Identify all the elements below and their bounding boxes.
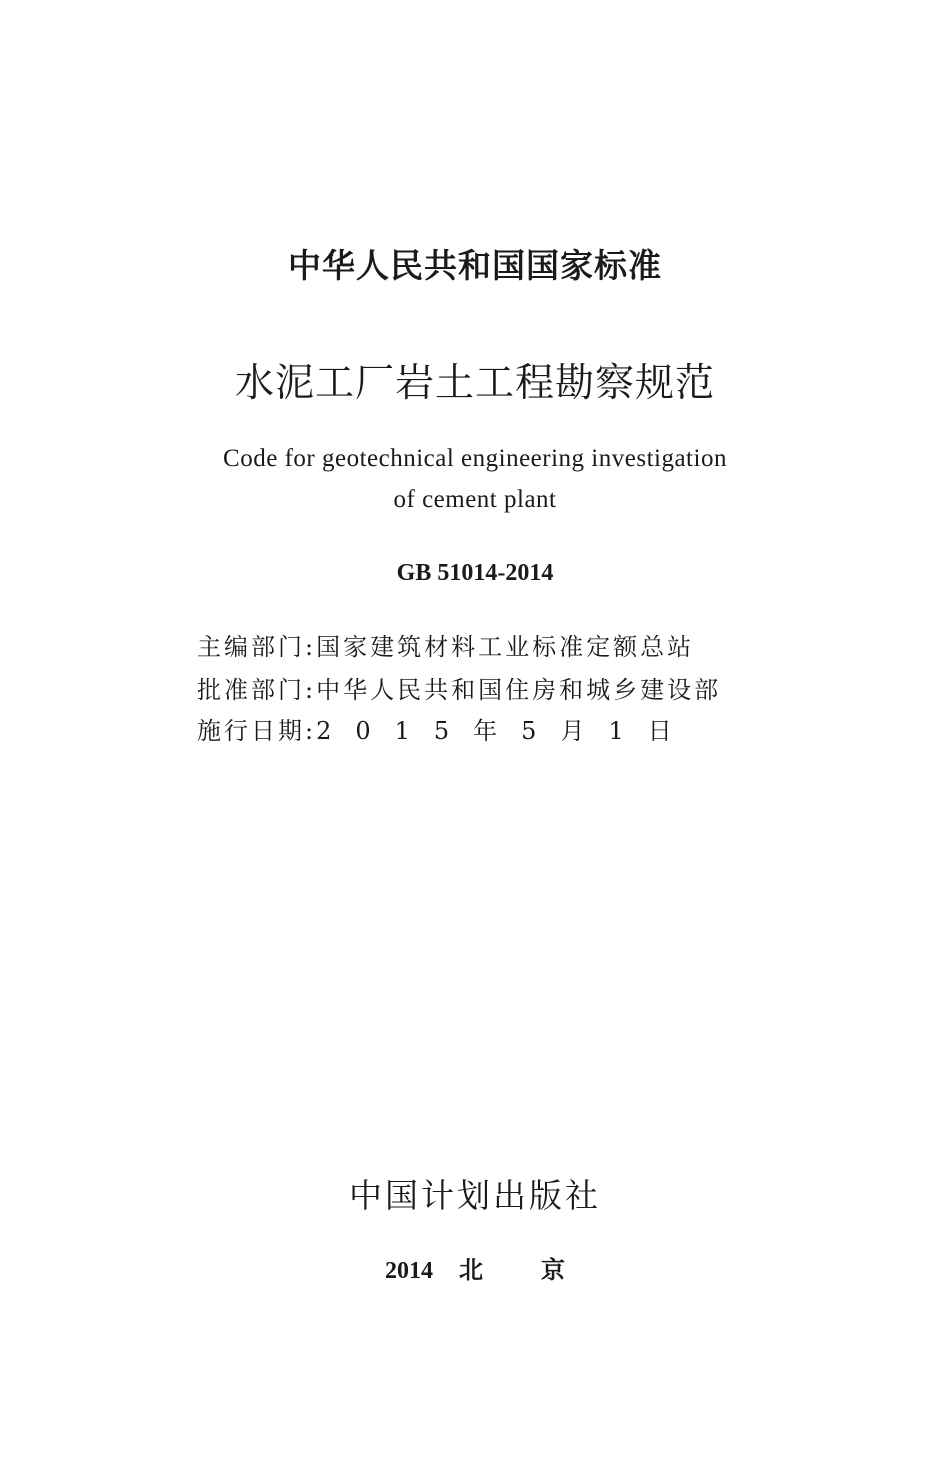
publisher: 中国计划出版社 <box>349 1176 601 1215</box>
publication-year: 2014 <box>385 1258 433 1284</box>
publication-city-char-1: 北 <box>459 1255 483 1284</box>
title-english-line-2: of cement plant <box>393 486 557 513</box>
publication-city-char-2: 京 <box>541 1255 565 1284</box>
effective-date <box>197 711 672 746</box>
date-value: 2 0 1 5 年 5 月 1 日 <box>316 717 672 745</box>
approver-label: 批准部门: <box>197 676 317 704</box>
approver-department <box>197 670 721 705</box>
publication-city <box>459 1250 565 1285</box>
title-english-line-1: Code for geotechnical engineering investigation <box>223 445 727 472</box>
editor-label: 主编部门: <box>197 633 317 661</box>
title-chinese: 水泥工厂岩土工程勘察规范 <box>234 361 715 406</box>
date-label: 施行日期: <box>197 717 317 745</box>
publication-line <box>0 1250 950 1285</box>
editor-value: 国家建筑材料工业标准定额总站 <box>316 633 695 661</box>
approver-value: 中华人民共和国住房和城乡建设部 <box>316 676 722 704</box>
editor-department <box>197 627 694 662</box>
standard-code: GB 51014-2014 <box>396 560 554 586</box>
standard-label: 中华人民共和国国家标准 <box>288 246 662 285</box>
